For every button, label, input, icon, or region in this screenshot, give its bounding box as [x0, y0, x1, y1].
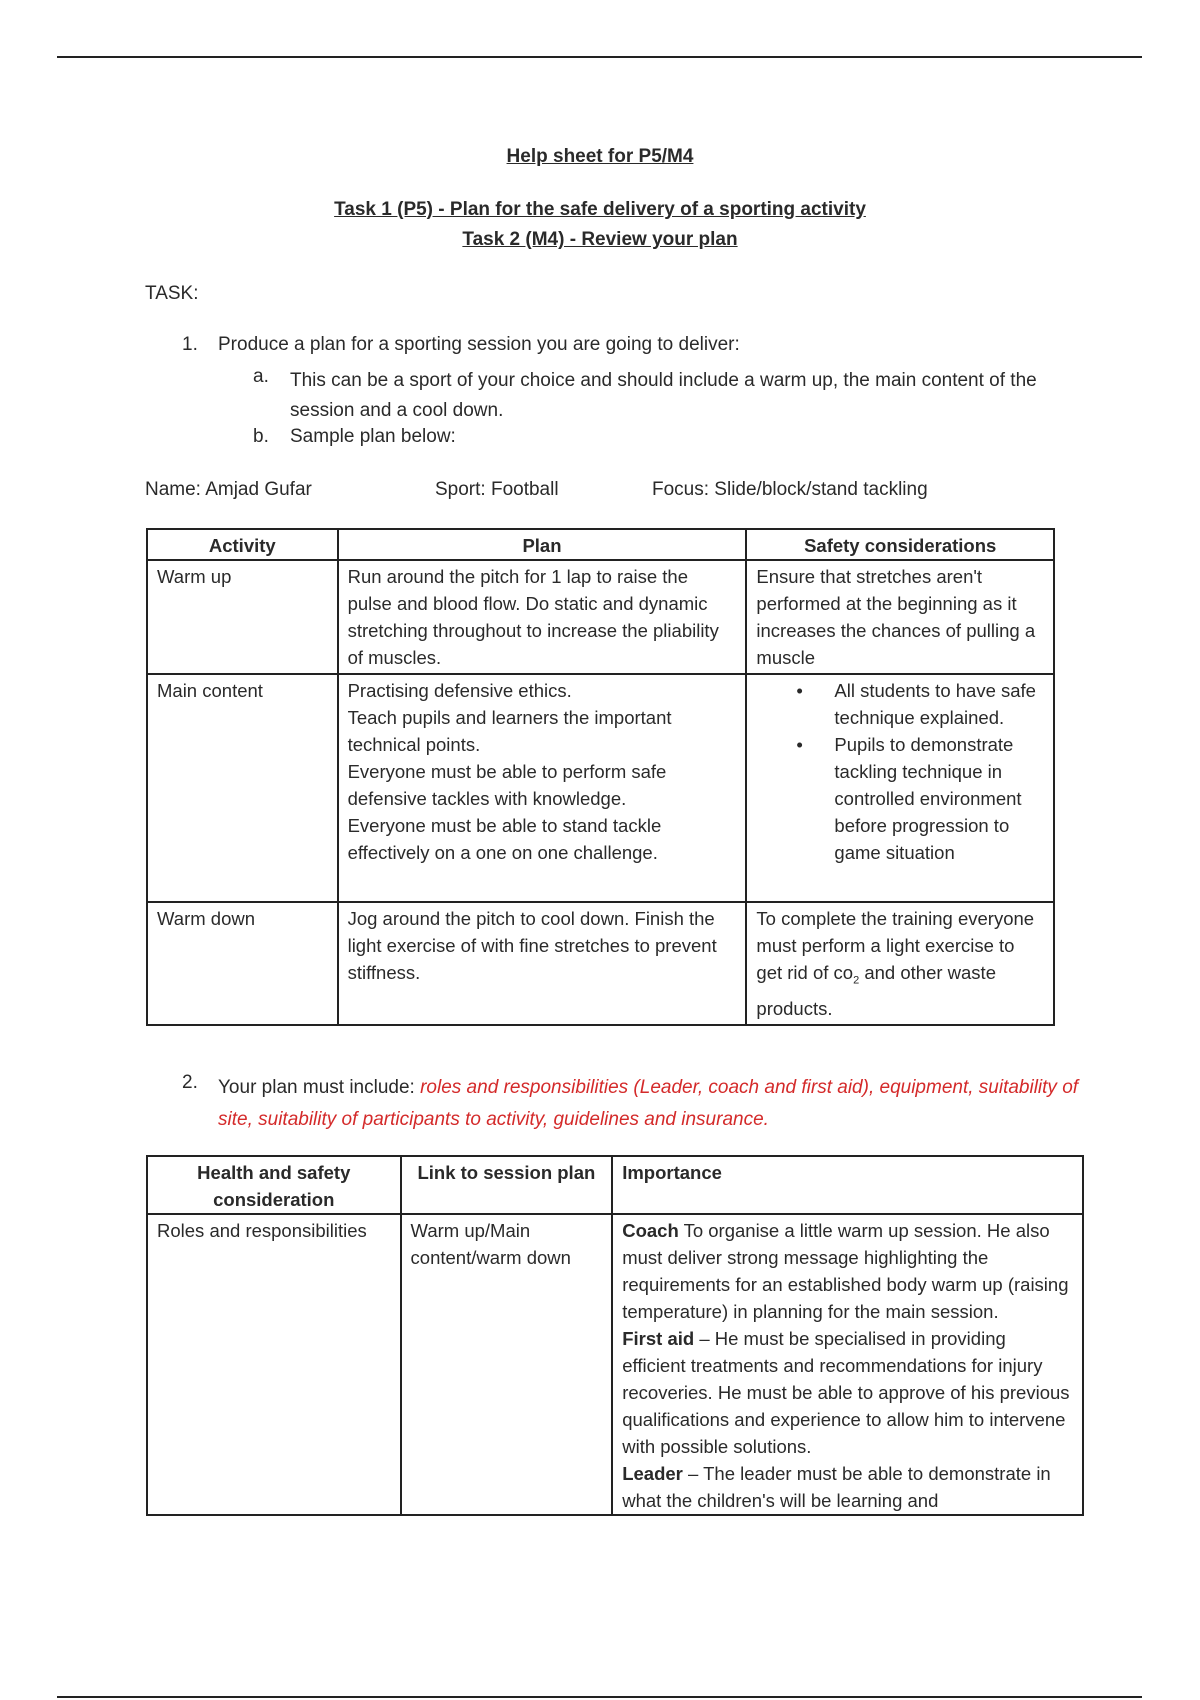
importance-first-aid: [622, 1325, 1073, 1460]
link-cell: Warm up/Main content/warm down: [401, 1214, 613, 1515]
meta-sport: Sport: Football: [435, 479, 559, 500]
item2-lead: Your plan must include:: [218, 1077, 421, 1098]
importance-cell: [612, 1214, 1083, 1515]
bullet-text: All students to have safe technique explained.: [834, 680, 1036, 728]
role-label: Coach: [622, 1220, 679, 1241]
safety-text: To complete the training everyone must perform a light exercise to get rid of co: [756, 908, 1035, 983]
item2-highlight: roles and responsibilities (Leader, coach and first aid), equipment, suitability of site, suitability of participants to activity, guidelines and insurance.: [218, 1077, 1079, 1130]
bullet-icon: •: [796, 734, 803, 755]
safety-cell: [746, 674, 1054, 902]
header-plan: Plan: [338, 529, 747, 560]
header-importance: Importance: [612, 1156, 1083, 1214]
plan-line: Teach pupils and learners the important technical points.: [347, 707, 672, 755]
role-text: To organise a little warm up session. He also must deliver strong message highlighting the requirements for an established body warm up (raising temperature) in planning for the main session.: [622, 1220, 1069, 1322]
table-row: [147, 560, 1054, 674]
header-activity: Activity: [147, 529, 338, 560]
role-label: Leader: [622, 1463, 683, 1484]
meta-name: Name: Amjad Gufar: [145, 479, 312, 500]
activity-cell: Main content: [147, 674, 338, 902]
header-safety: Safety considerations: [746, 529, 1054, 560]
table-header-row: [147, 1156, 1083, 1214]
item1-number: 1.: [182, 334, 198, 355]
bottom-rule: [57, 1696, 1142, 1698]
role-label: First aid: [622, 1328, 695, 1349]
item2-number: 2.: [182, 1072, 198, 1093]
bullet-icon: •: [796, 680, 803, 701]
bullet-text: Pupils to demonstrate tackling technique in controlled environment before progression to game situation: [834, 734, 1022, 863]
task-label: TASK:: [145, 283, 199, 304]
task2-heading: Task 2 (M4) - Review your plan: [462, 229, 738, 250]
activity-cell: Warm up: [147, 560, 338, 674]
task1-heading: Task 1 (P5) - Plan for the safe delivery of a sporting activity: [334, 199, 866, 220]
item1-text: Produce a plan for a sporting session you are going to deliver:: [218, 334, 740, 355]
top-rule: [57, 56, 1142, 58]
safety-cell: [746, 902, 1054, 1025]
safety-text: and other waste products.: [756, 962, 996, 1019]
plan-cell: [338, 674, 747, 902]
table-header-row: [147, 529, 1054, 560]
item1a-text: This can be a sport of your choice and should include a warm up, the main content of the session and a cool down.: [290, 370, 1037, 421]
consideration-cell: Roles and responsibilities: [147, 1214, 401, 1515]
safety-bullet-item: [796, 677, 1044, 731]
role-text: – The leader must be able to demonstrate in what the children's will be learning and: [622, 1463, 1051, 1511]
item2-text: [218, 1072, 1088, 1136]
table-row: [147, 674, 1054, 902]
safety-bullet-list: [756, 677, 1044, 866]
session-plan-table: [146, 528, 1055, 1026]
importance-leader: [622, 1460, 1073, 1514]
meta-focus: Focus: Slide/block/stand tackling: [652, 479, 928, 500]
safety-cell: Ensure that stretches aren't performed at the beginning as it increases the chances of pulling a muscle: [746, 560, 1054, 674]
subscript: 2: [853, 974, 860, 987]
health-safety-table: [146, 1155, 1084, 1516]
plan-line: Everyone must be able to stand tackle effectively on a one on one challenge.: [347, 815, 662, 863]
page-title: Help sheet for P5/M4: [506, 146, 694, 167]
item1a-letter: a.: [253, 366, 269, 387]
item1b-text: Sample plan below:: [290, 426, 456, 447]
table-row: [147, 902, 1054, 1025]
activity-cell: Warm down: [147, 902, 338, 1025]
safety-bullet-item: [796, 731, 1044, 866]
plan-cell: Jog around the pitch to cool down. Finish the light exercise of with fine stretches to prevent stiffness.: [338, 902, 747, 1025]
plan-line: Practising defensive ethics.: [347, 680, 572, 701]
role-text: – He must be specialised in providing efficient treatments and recommendations for injury recoveries. He must be able to approve of his previous qualifications and experience to allow him to intervene with possible solutions.: [622, 1328, 1070, 1457]
table-row: [147, 1214, 1083, 1515]
header-link: Link to session plan: [401, 1156, 613, 1214]
importance-coach: [622, 1217, 1073, 1325]
plan-line: Everyone must be able to perform safe defensive tackles with knowledge.: [347, 761, 667, 809]
item1b-letter: b.: [253, 426, 269, 447]
plan-cell: Run around the pitch for 1 lap to raise the pulse and blood flow. Do static and dynamic stretching throughout to increase the pliability of muscles.: [338, 560, 747, 674]
header-consideration: Health and safety consideration: [147, 1156, 401, 1214]
